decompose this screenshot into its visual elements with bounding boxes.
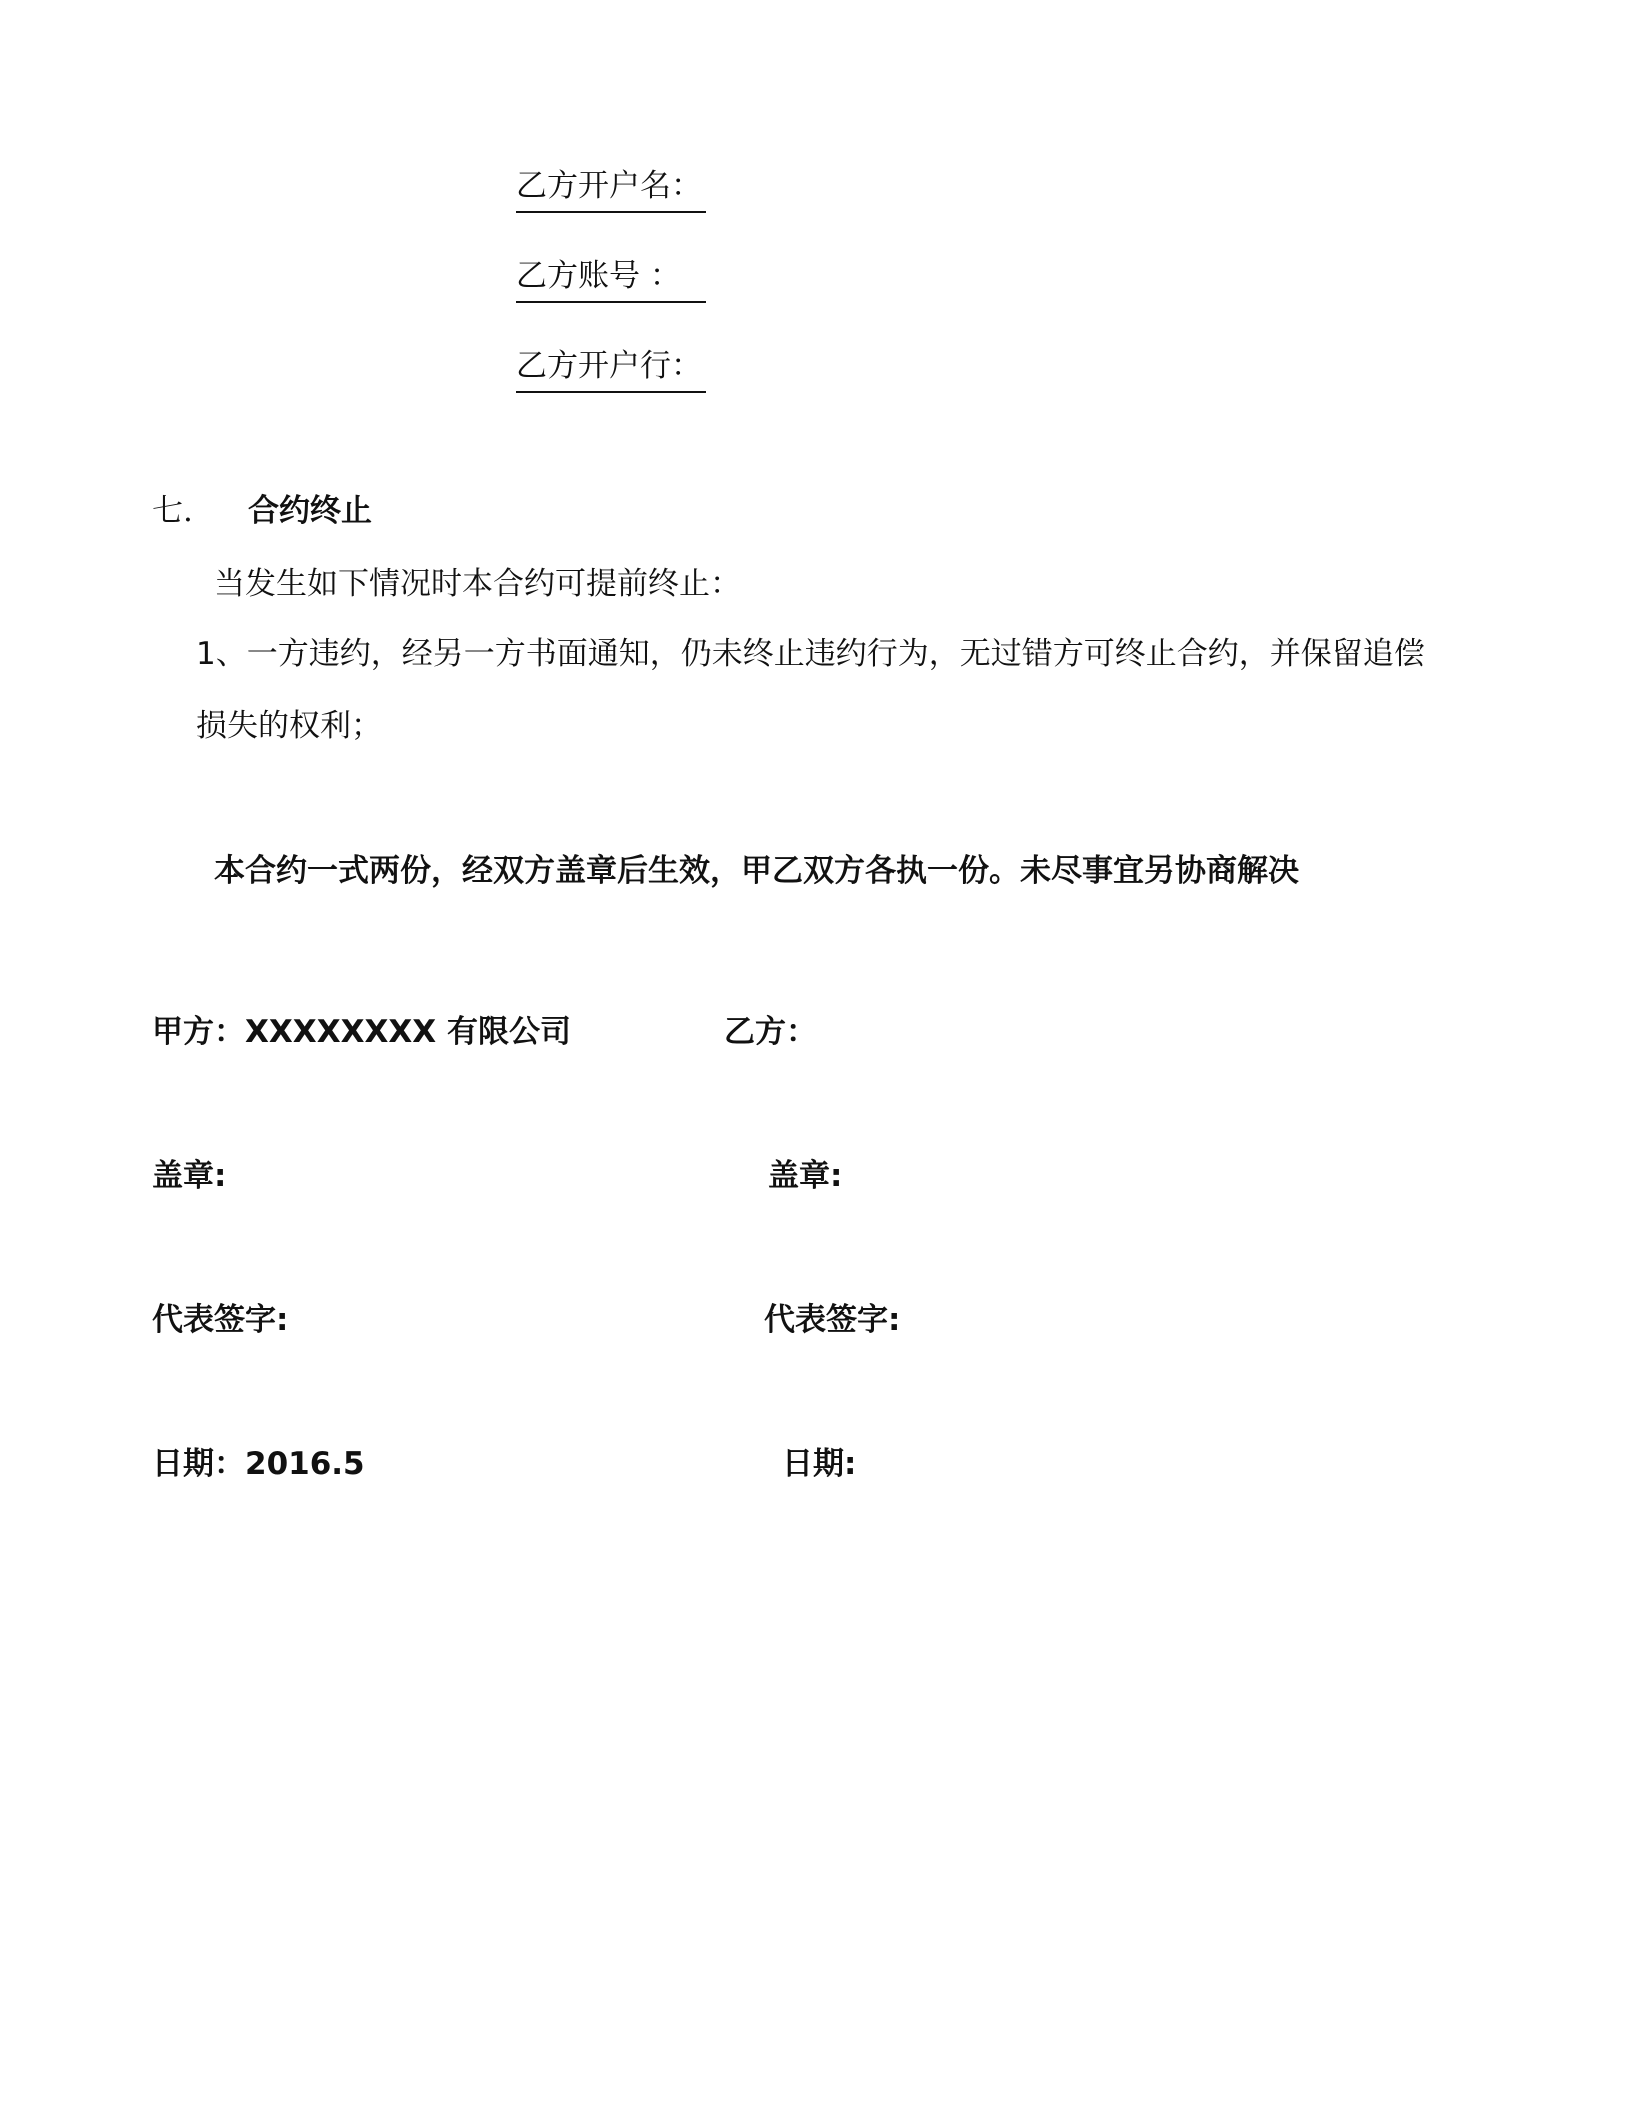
termination-clause-1-line-1: 1、一方违约，经另一方书面通知，仍未终止违约行为，无过错方可终止合约，并保留追偿 bbox=[196, 636, 1425, 672]
party-b-bank-branch-field: 乙方开户行： bbox=[516, 340, 706, 393]
termination-clause-1-line-2: 损失的权利； bbox=[196, 708, 382, 744]
party-a-date: 日期：2016.5 bbox=[152, 1446, 365, 1482]
party-b-seal: 盖章: bbox=[768, 1158, 843, 1194]
party-b-account-name-field: 乙方开户名： bbox=[516, 160, 706, 213]
party-a-name: 甲方：XXXXXXXX 有限公司 bbox=[152, 1014, 571, 1050]
party-b-account-number-field: 乙方账号 ： bbox=[516, 250, 706, 303]
party-b-representative-signature: 代表签字: bbox=[764, 1302, 901, 1338]
termination-intro: 当发生如下情况时本合约可提前终止： bbox=[214, 566, 741, 602]
closing-statement: 本合约一式两份，经双方盖章后生效，甲乙双方各执一份。未尽事宜另协商解决 bbox=[214, 853, 1299, 889]
party-b-name: 乙方： bbox=[724, 1014, 817, 1050]
party-a-seal: 盖章: bbox=[152, 1158, 227, 1194]
party-a-representative-signature: 代表签字: bbox=[152, 1302, 289, 1338]
party-b-date: 日期: bbox=[782, 1446, 857, 1482]
section-title: 合约终止 bbox=[248, 493, 372, 529]
section-number: 七. bbox=[152, 493, 193, 529]
